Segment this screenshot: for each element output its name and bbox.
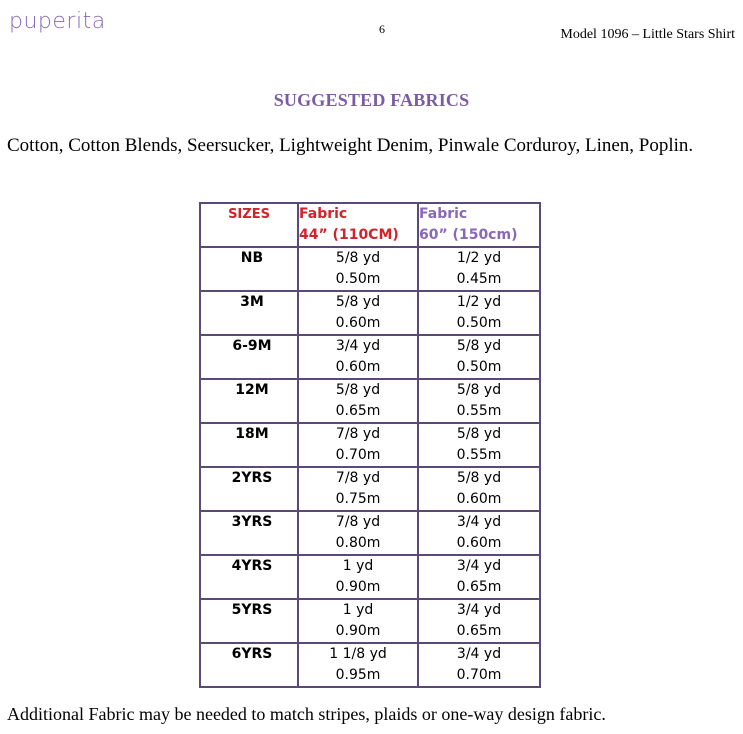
meterage-value: 0.60m bbox=[456, 491, 502, 507]
yardage-value: 7/8 yd bbox=[335, 426, 381, 442]
table-row bbox=[200, 643, 540, 687]
yardage-value: 3/4 yd bbox=[456, 646, 502, 662]
fabric-60-cell bbox=[418, 335, 540, 379]
table-row bbox=[200, 555, 540, 599]
size-label: 2YRS bbox=[231, 470, 273, 486]
meterage-value: 0.90m bbox=[335, 579, 381, 595]
yardage-value: 5/8 yd bbox=[456, 338, 502, 354]
size-cell bbox=[200, 247, 298, 291]
yardage-value: 1/2 yd bbox=[456, 294, 502, 310]
fabric-60-cell bbox=[418, 555, 540, 599]
header-fabric-60 bbox=[418, 203, 540, 247]
yardage-value: 1/2 yd bbox=[456, 250, 502, 266]
yardage-value: 1 yd bbox=[342, 602, 374, 618]
size-label: 3YRS bbox=[231, 514, 273, 530]
table-row bbox=[200, 467, 540, 511]
size-label: NB bbox=[240, 250, 264, 266]
table-row bbox=[200, 423, 540, 467]
meterage-value: 0.60m bbox=[335, 315, 381, 331]
size-label: 3M bbox=[240, 294, 264, 310]
meterage-value: 0.50m bbox=[456, 315, 502, 331]
meterage-value: 0.45m bbox=[456, 271, 502, 287]
fabric-60-cell bbox=[418, 379, 540, 423]
fabric-44-cell bbox=[298, 555, 418, 599]
fabric-60-cell bbox=[418, 643, 540, 687]
yardage-value: 5/8 yd bbox=[456, 426, 502, 442]
fabric-60-cell bbox=[418, 423, 540, 467]
table-row bbox=[200, 247, 540, 291]
header-fabric-44 bbox=[298, 203, 418, 247]
meterage-value: 0.65m bbox=[456, 623, 502, 639]
header-fabric-60-line1: Fabric bbox=[419, 206, 468, 222]
size-label: 6-9M bbox=[232, 338, 272, 354]
size-cell bbox=[200, 643, 298, 687]
yardage-value: 1 yd bbox=[342, 558, 374, 574]
table-row bbox=[200, 599, 540, 643]
size-label: 12M bbox=[235, 382, 269, 398]
size-cell bbox=[200, 379, 298, 423]
fabric-60-cell bbox=[418, 511, 540, 555]
fabric-list: Cotton, Cotton Blends, Seersucker, Lightweight Denim, Pinwale Corduroy, Linen, Poplin. bbox=[7, 135, 694, 156]
yardage-value: 5/8 yd bbox=[335, 294, 381, 310]
yardage-value: 3/4 yd bbox=[456, 558, 502, 574]
fabric-60-cell bbox=[418, 291, 540, 335]
section-heading: SUGGESTED FABRICS bbox=[273, 90, 470, 110]
fabric-44-cell bbox=[298, 643, 418, 687]
yardage-value: 3/4 yd bbox=[456, 514, 502, 530]
meterage-value: 0.80m bbox=[335, 535, 381, 551]
yardage-value: 5/8 yd bbox=[456, 382, 502, 398]
meterage-value: 0.50m bbox=[335, 271, 381, 287]
table-row bbox=[200, 379, 540, 423]
table-row bbox=[200, 511, 540, 555]
meterage-value: 0.70m bbox=[335, 447, 381, 463]
yardage-value: 3/4 yd bbox=[335, 338, 381, 354]
meterage-value: 0.65m bbox=[456, 579, 502, 595]
size-cell bbox=[200, 291, 298, 335]
meterage-value: 0.50m bbox=[456, 359, 502, 375]
size-cell bbox=[200, 335, 298, 379]
brand-logo: puperita bbox=[9, 9, 106, 34]
size-label: 4YRS bbox=[231, 558, 273, 574]
size-label: 6YRS bbox=[231, 646, 273, 662]
table-body bbox=[200, 247, 540, 687]
fabric-60-cell bbox=[418, 467, 540, 511]
page-number: 6 bbox=[379, 22, 385, 36]
fabric-requirements-table bbox=[199, 202, 541, 688]
size-cell bbox=[200, 511, 298, 555]
header-fabric-44-line2: 44” (110CM) bbox=[299, 227, 399, 243]
header-fabric-60-line2: 60” (150cm) bbox=[419, 227, 518, 243]
meterage-value: 0.55m bbox=[456, 447, 502, 463]
meterage-value: 0.60m bbox=[456, 535, 502, 551]
yardage-value: 1 1/8 yd bbox=[329, 646, 387, 662]
yardage-value: 5/8 yd bbox=[335, 250, 381, 266]
yardage-value: 5/8 yd bbox=[456, 470, 502, 486]
meterage-value: 0.70m bbox=[456, 667, 502, 683]
header-sizes: SIZES bbox=[200, 203, 298, 247]
fabric-60-cell bbox=[418, 247, 540, 291]
meterage-value: 0.55m bbox=[456, 403, 502, 419]
yardage-value: 7/8 yd bbox=[335, 470, 381, 486]
meterage-value: 0.75m bbox=[335, 491, 381, 507]
meterage-value: 0.90m bbox=[335, 623, 381, 639]
fabric-44-cell bbox=[298, 423, 418, 467]
fabric-44-cell bbox=[298, 335, 418, 379]
fabric-60-cell bbox=[418, 599, 540, 643]
size-label: 18M bbox=[235, 426, 269, 442]
fabric-44-cell bbox=[298, 467, 418, 511]
additional-fabric-note: Additional Fabric may be needed to match stripes, plaids or one-way design fabric. bbox=[7, 704, 606, 724]
yardage-value: 5/8 yd bbox=[335, 382, 381, 398]
fabric-44-cell bbox=[298, 247, 418, 291]
yardage-value: 7/8 yd bbox=[335, 514, 381, 530]
fabric-44-cell bbox=[298, 379, 418, 423]
size-cell bbox=[200, 555, 298, 599]
fabric-44-cell bbox=[298, 291, 418, 335]
size-cell bbox=[200, 599, 298, 643]
fabric-requirements-table-wrap bbox=[199, 202, 541, 688]
table-row bbox=[200, 291, 540, 335]
size-cell bbox=[200, 467, 298, 511]
fabric-44-cell bbox=[298, 511, 418, 555]
table-row bbox=[200, 335, 540, 379]
meterage-value: 0.65m bbox=[335, 403, 381, 419]
meterage-value: 0.95m bbox=[335, 667, 381, 683]
size-cell bbox=[200, 423, 298, 467]
yardage-value: 3/4 yd bbox=[456, 602, 502, 618]
table-header-row bbox=[200, 203, 540, 247]
meterage-value: 0.60m bbox=[335, 359, 381, 375]
header-fabric-44-line1: Fabric bbox=[299, 206, 348, 222]
size-label: 5YRS bbox=[231, 602, 273, 618]
fabric-44-cell bbox=[298, 599, 418, 643]
model-title: Model 1096 – Little Stars Shirt bbox=[560, 27, 735, 42]
